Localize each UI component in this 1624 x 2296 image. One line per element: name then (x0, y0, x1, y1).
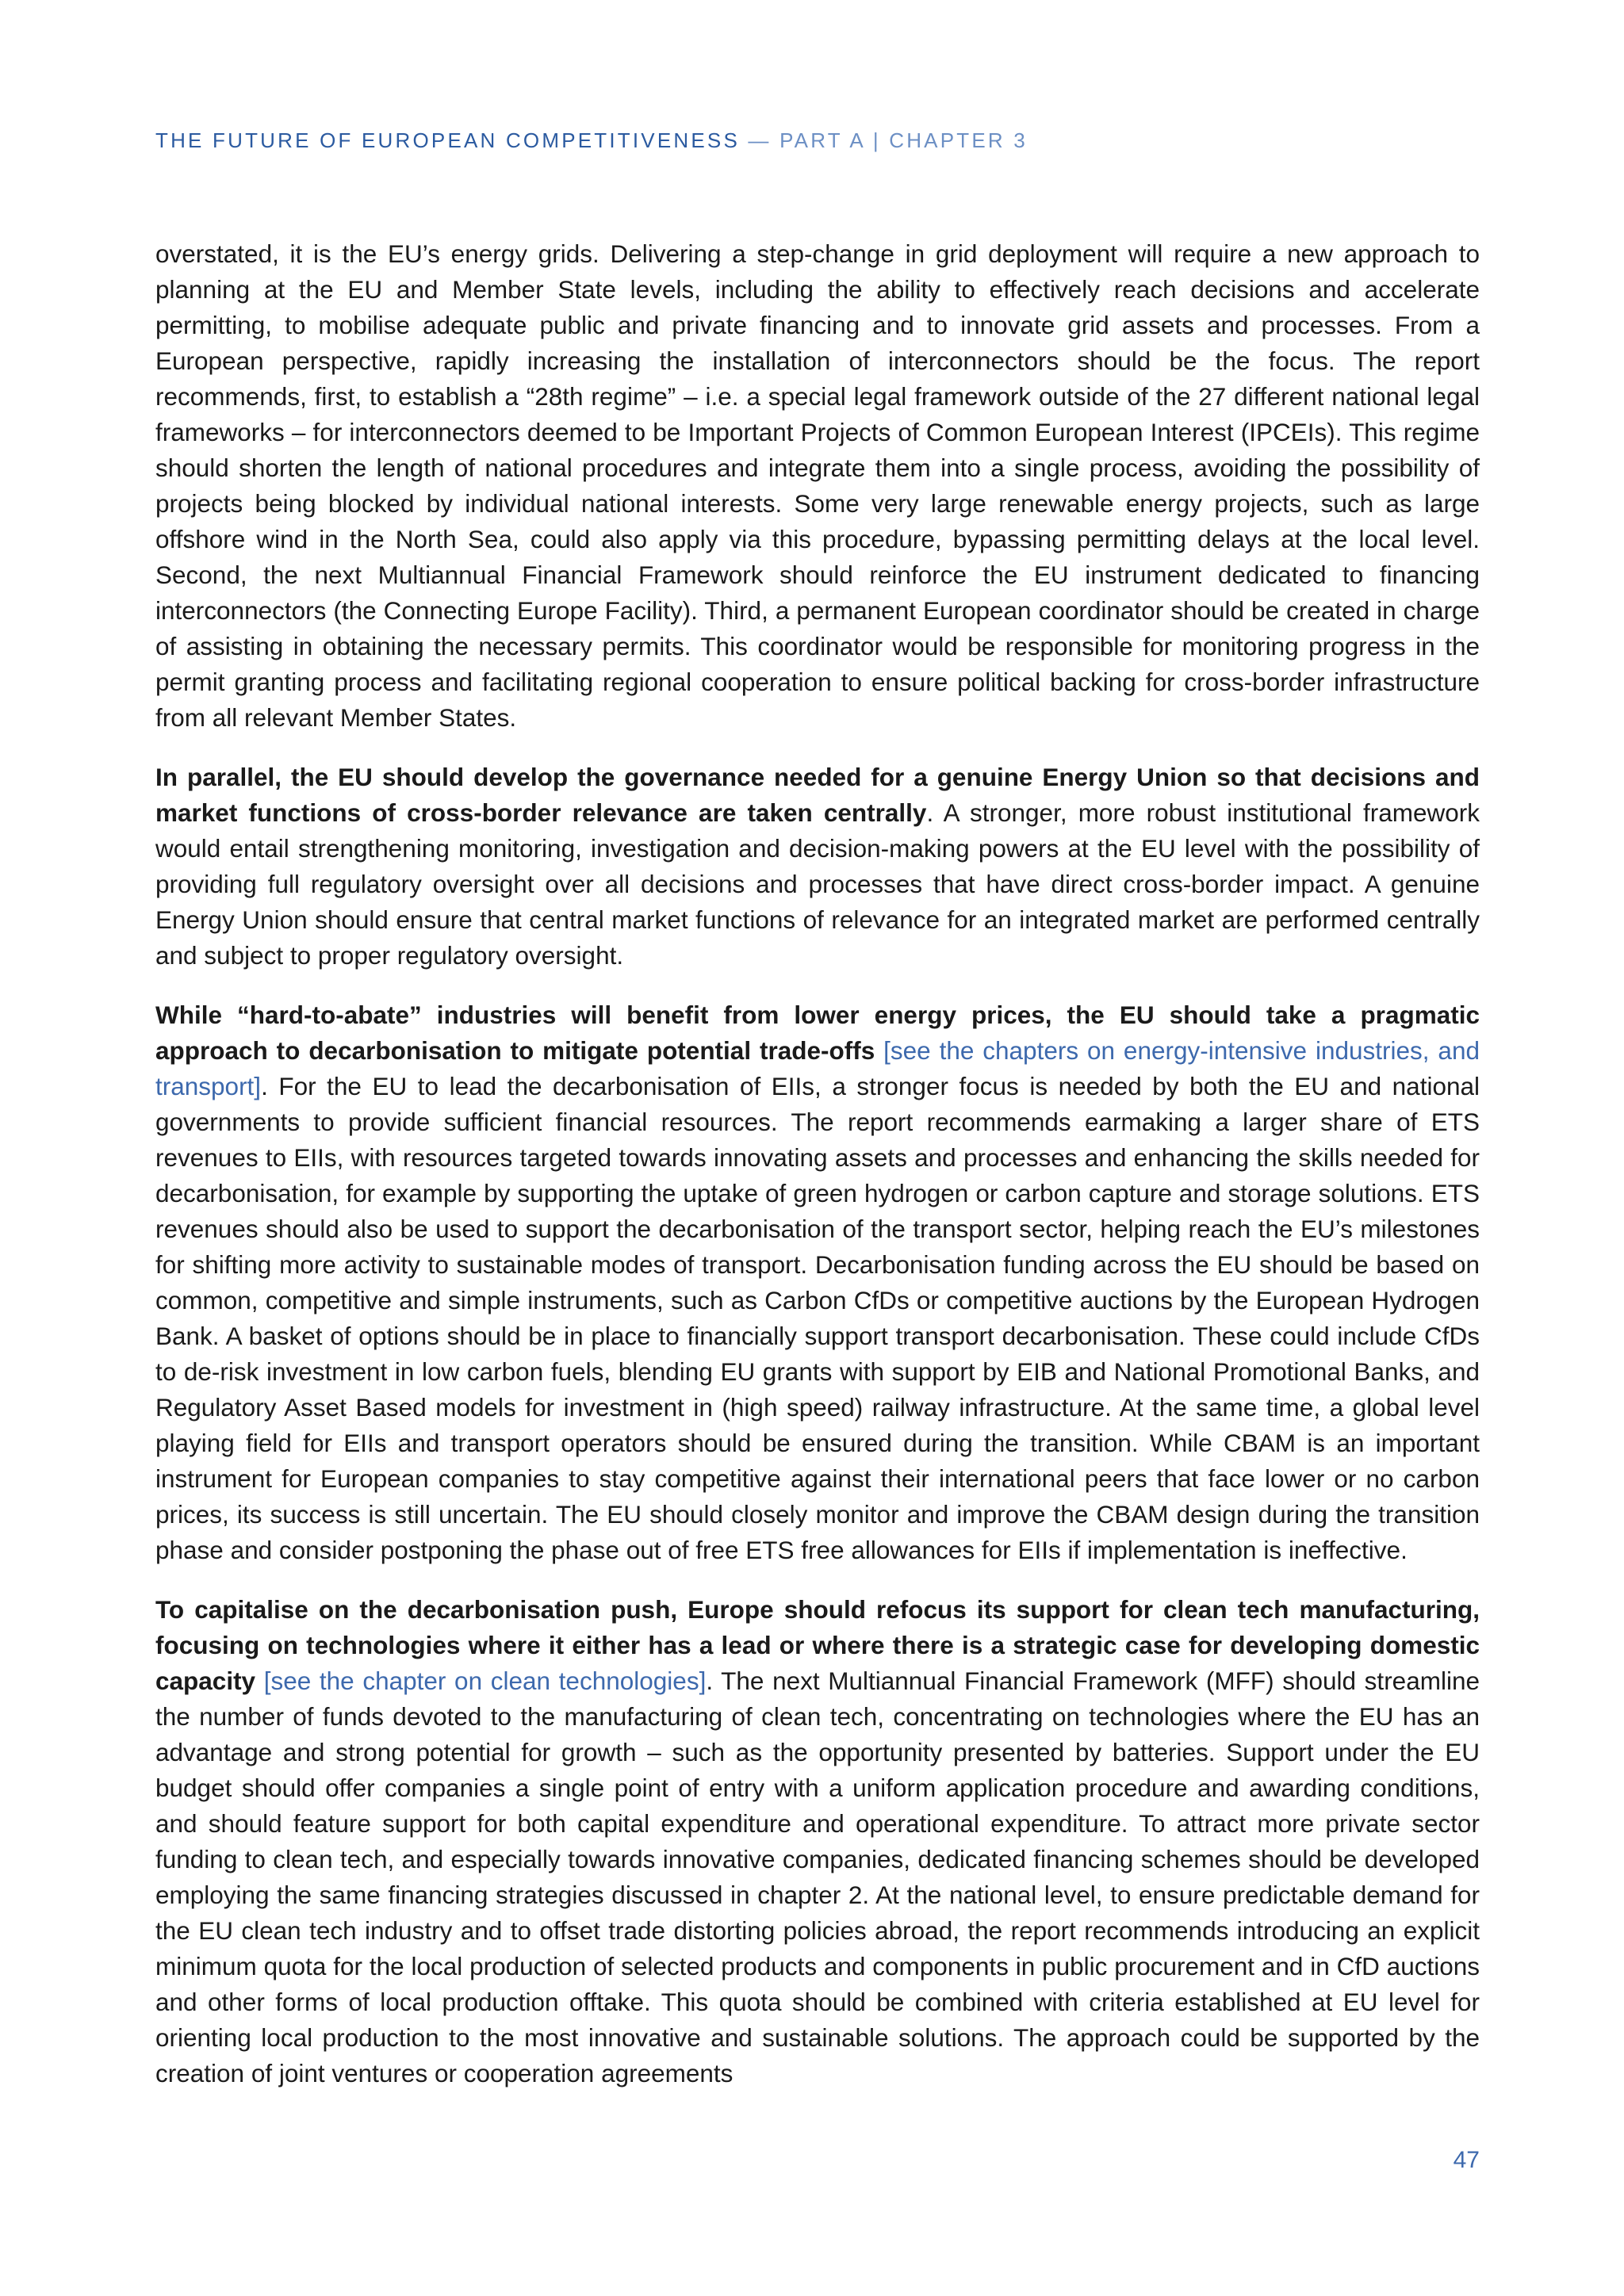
document-title: THE FUTURE OF EUROPEAN COMPETITIVENESS (155, 128, 740, 152)
paragraph-energy-union (155, 760, 1480, 974)
paragraph-lead: In parallel, the EU should develop the governance needed for a genuine Energy Union so that decisions and market functions of cross-border relevance are taken centrally (155, 763, 1480, 827)
cross-reference-link[interactable]: [see the chapter on clean technologies] (255, 1667, 707, 1695)
paragraph-grids (155, 236, 1480, 736)
cross-reference-link[interactable]: [see the chapters on energy-intensive industries, and transport] (155, 1036, 1480, 1100)
paragraph-body: . A stronger, more robust institutional framework would entail strengthening monitoring, investigation and decision-making powers at the EU level with the possibility of providing full regulatory oversight over all decisions and processes that have direct cross-border impact. A genuine Energy Union should ensure that central market functions of relevance for an integrated market are performed centrally and subject to proper regulatory oversight. (155, 798, 1480, 970)
body-text (155, 236, 1480, 2115)
paragraph-clean-tech (155, 1592, 1480, 2091)
paragraph-decarbonisation (155, 997, 1480, 1568)
paragraph-body: . For the EU to lead the decarbonisation of EIIs, a stronger focus is needed by both the EU and national governments to provide sufficient financial resources. The report recommends earmaking a larger share of ETS revenues to EIIs, with resources targeted towards innovating assets and processes and enhancing the skills needed for decarbonisation, for example by supporting the uptake of green hydrogen or carbon capture and storage solutions. ETS revenues should also be used to support the decarbonisation of the transport sector, helping reach the EU’s milestones for shifting more activity to sustainable modes of transport. Decarbonisation funding across the EU should be based on common, competitive and simple instruments, such as Carbon CfDs or competitive auctions by the European Hydrogen Bank. A basket of options should be in place to financially support transport decarbonisation. These could include CfDs to de-risk investment in low carbon fuels, blending EU grants with support by EIB and National Promotional Banks, and Regulatory Asset Based models for investment in (high speed) railway infrastructure. At the same time, a global level playing field for EIIs and transport operators should be ensured during the transition. While CBAM is an important instrument for European companies to stay competitive against their international peers that face lower or no carbon prices, its success is still uncertain. The EU should closely monitor and improve the CBAM design during the transition phase and consider postponing the phase out of free ETS free allowances for EIIs if implementation is ineffective. (155, 1072, 1480, 1564)
page-number: 47 (1453, 2147, 1480, 2173)
paragraph-body: overstated, it is the EU’s energy grids. Delivering a step-change in grid deployment will require a new approach to planning at the EU and Member State levels, including the ability to effectively reach decisions and accelerate permitting, to mobilise adequate public and private financing and to innovate grid assets and processes. From a European perspective, rapidly increasing the installation of interconnectors should be the focus. The report recommends, first, to establish a “28th regime” – i.e. a special legal framework outside of the 27 different national legal frameworks – for interconnectors deemed to be Important Projects of Common European Interest (IPCEIs). This regime should shorten the length of national procedures and integrate them into a single process, avoiding the possibility of projects being blocked by individual national interests. Some very large renewable energy projects, such as large offshore wind in the North Sea, could also apply via this procedure, bypassing permitting delays at the local level. Second, the next Multiannual Financial Framework should reinforce the EU instrument dedicated to financing interconnectors (the Connecting Europe Facility). Third, a permanent European coordinator should be created in charge of assisting in obtaining the necessary permits. This coordinator would be responsible for monitoring progress in the permit granting process and facilitating regional cooperation to ensure political backing for cross-border infrastructure from all relevant Member States. (155, 239, 1480, 732)
paragraph-body: . The next Multiannual Financial Framework (MFF) should streamline the number of funds devoted to the manufacturing of clean tech, concentrating on technologies where the EU has an advantage and strong potential for growth – such as the opportunity presented by batteries. Support under the EU budget should offer companies a single point of entry with a uniform application procedure and awarding conditions, and should feature support for both capital expenditure and operational expenditure. To attract more private sector funding to clean tech, and especially towards innovative companies, dedicated financing schemes should be developed employing the same financing strategies discussed in chapter 2. At the national level, to ensure predictable demand for the EU clean tech industry and to offset trade distorting policies abroad, the report recommends introducing an explicit minimum quota for the local production of selected products and components in public procurement and in CfD auctions and other forms of local production offtake. This quota should be combined with criteria established at EU level for orienting local production to the most innovative and sustainable solutions. The approach could be supported by the creation of joint ventures or cooperation agreements (155, 1667, 1480, 2087)
paragraph-lead: While “hard-to-abate” industries will benefit from lower energy prices, the EU should take a pragmatic approach to decarbonisation to mitigate potential trade-offs (155, 1001, 1480, 1065)
section-label: PART A | CHAPTER 3 (779, 128, 1028, 152)
header-separator: — (740, 128, 780, 152)
paragraph-lead: To capitalise on the decarbonisation push, Europe should refocus its support for clean tech manufacturing, focusing on technologies where it either has a lead or where there is a strategic case for developing domestic capacity (155, 1595, 1480, 1695)
running-header (155, 128, 1028, 153)
